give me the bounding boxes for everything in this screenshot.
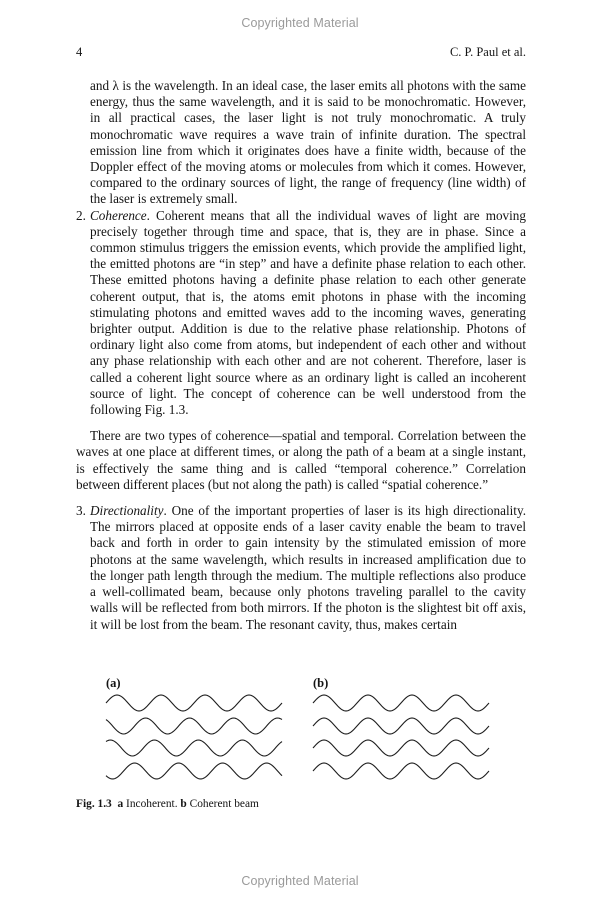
coherence-types-paragraph: There are two types of coherence—spatial and temporal. Correlation between the waves at one place at different times, or along the path of a beam at a single instant, is effectively the same thing and is called “temporal coherence.” Correlation between different places (but not along the path) is called “spatial coherence.” (76, 428, 526, 492)
body-text (76, 78, 526, 633)
coherent-wave-1 (313, 695, 489, 711)
list-item-directionality (76, 503, 526, 633)
list-number-2: 2. (76, 207, 86, 223)
panel-b-label: (b) (313, 676, 329, 690)
monochromaticity-continuation: and λ is the wavelength. In an ideal case, the laser emits all photons with the same energy, thus the same wavelength, and it is said to be monochromatic. However, in all practical cases, the laser light is not truly monochromatic. A truly monochromatic wave requires a wave train of infinite duration. The spectral emission line from which it originates does have a finite width, because of the Doppler effect of the moving atoms or molecules from which it comes. However, compared to the ordinary sources of light, the range of frequency (line width) of the laser is extremely small. (90, 78, 526, 207)
coherent-wave-3 (313, 740, 489, 756)
caption-b-marker: b (180, 798, 187, 810)
panel-a-label: (a) (106, 676, 121, 690)
incoherent-wave-3 (106, 740, 282, 756)
running-header (76, 45, 526, 61)
running-author: C. P. Paul et al. (449, 45, 526, 59)
figure-1-3 (100, 676, 500, 786)
incoherent-wave-1 (106, 695, 282, 711)
list-item-coherence (76, 208, 526, 419)
incoherent-wave-2 (106, 718, 282, 734)
caption-a-text: Incoherent. (123, 798, 181, 810)
incoherent-wave-4 (106, 763, 282, 779)
page-number: 4 (76, 45, 83, 59)
list-number-3: 3. (76, 503, 86, 519)
figure-caption (76, 798, 259, 810)
watermark-bottom: Copyrighted Material (241, 874, 359, 888)
directionality-text: . One of the important properties of laser is its high directionality. The mirrors placed at opposite ends of a laser cavity enable the beam to travel back and forth in order to gain intensity by the stimulated emission of more photons at the same wavelength, which results in increased amplification due to the longer path length through the medium. The multiple reflections also produce a well-collimated beam, because only photons traveling parallel to the cavity walls will be reflected from both mirrors. If the photon is the slightest bit off axis, it will be lost from the beam. The resonant cavity, thus, makes certain (90, 503, 526, 632)
directionality-heading: Directionality (90, 503, 164, 519)
coherence-text: . Coherent means that all the individual waves of light are moving precisely together through time and space, that is, they are in phase. Since a common stimulus triggers the emission events, which provide the amplified light, the emitted photons are “in step” and have a definite phase relation to each other. These emitted photons having a definite phase relation to each other generate coherent output, that is, the atoms emit photons in phase with the incoming stimulating photons and emitted waves add to the incoming waves, generating brighter output. Addition is due to the relative phase relationship. Photons of ordinary light also come from atoms, but independent of each other and without any phase relationship with each other and are not coherent. Therefore, laser is called a coherent light source where as an ordinary light is called an incoherent source of light. The concept of coherence can be well understood from the following Fig. 1.3. (90, 207, 526, 418)
coherence-heading: Coherence (90, 207, 147, 223)
coherent-wave-4 (313, 763, 489, 779)
waves-diagram (100, 676, 500, 786)
caption-a-marker: a (117, 798, 124, 810)
caption-label: Fig. 1.3 (76, 798, 112, 810)
watermark-top: Copyrighted Material (241, 16, 359, 30)
caption-b-text: Coherent beam (186, 798, 259, 810)
coherent-wave-2 (313, 718, 489, 734)
